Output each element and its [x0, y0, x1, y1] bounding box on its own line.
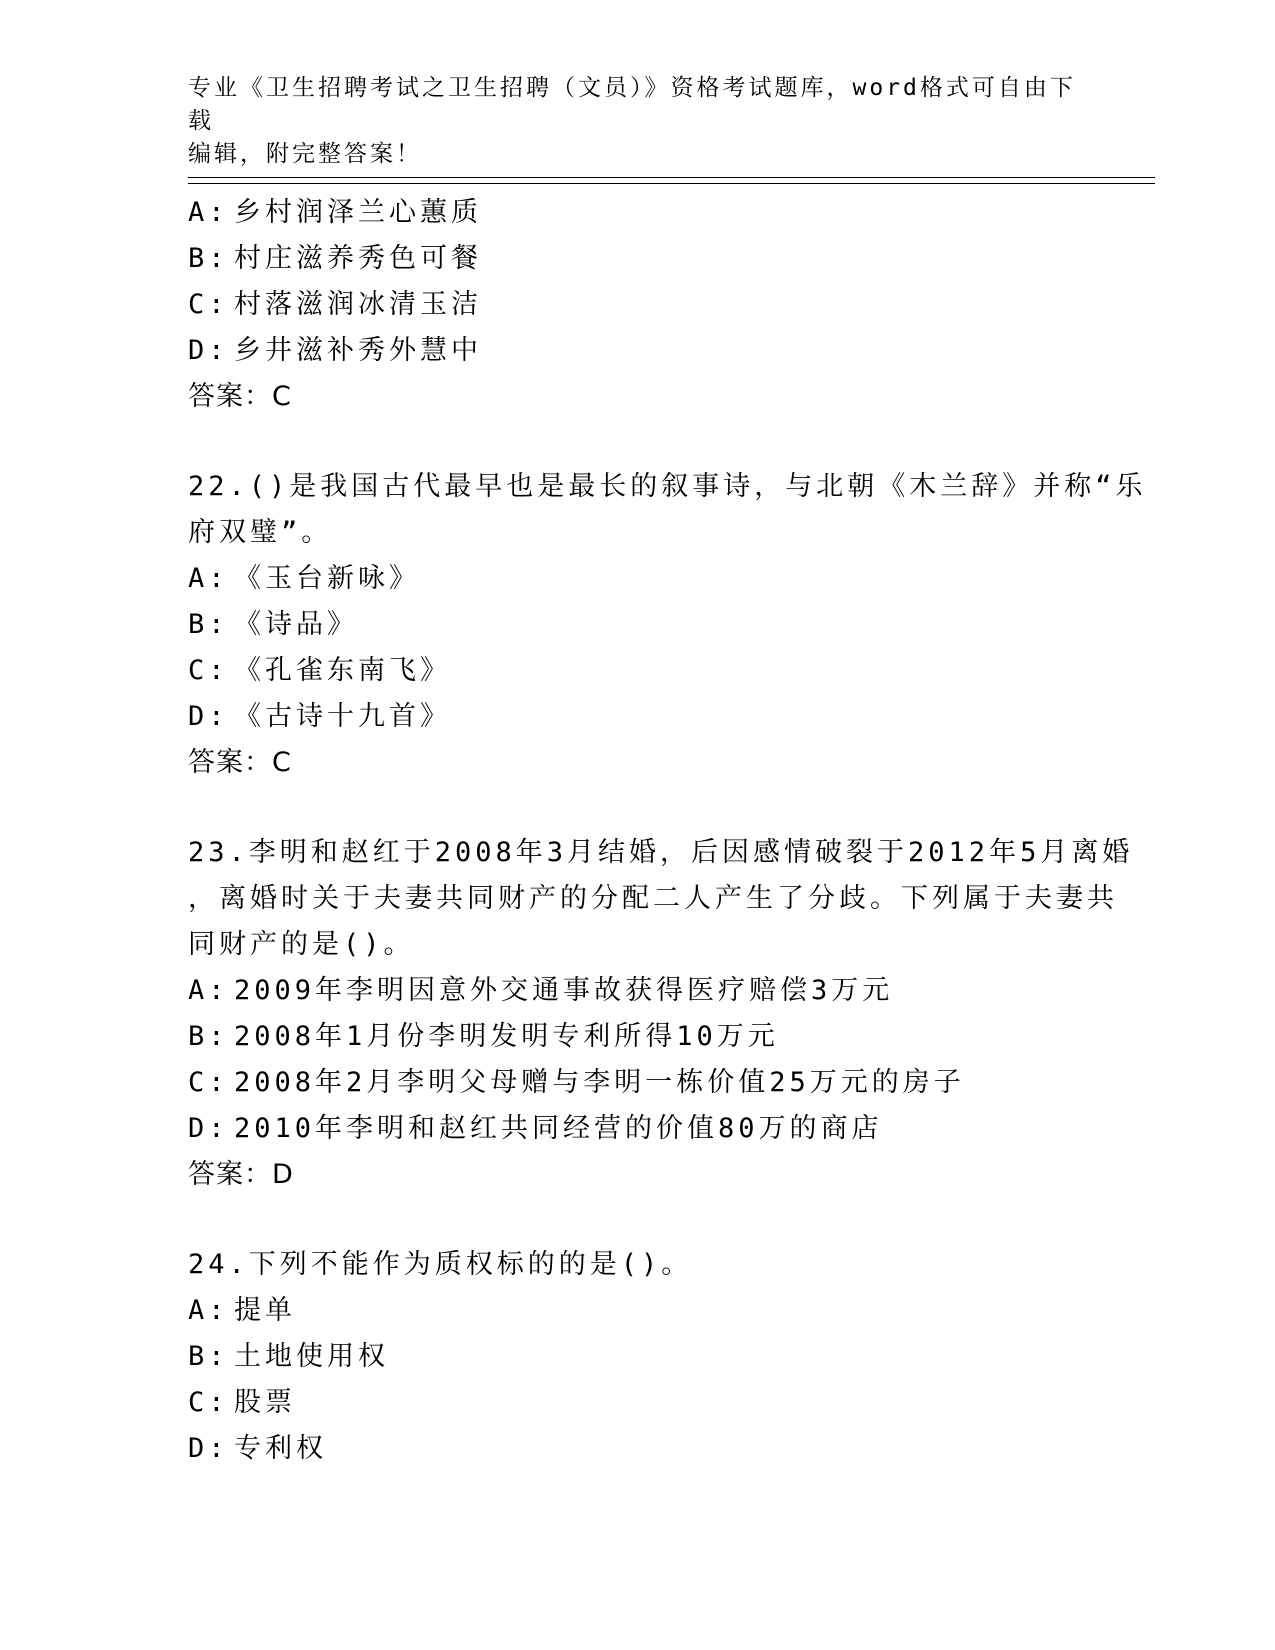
answer: 答案：C: [188, 381, 292, 412]
spacer: [188, 1198, 1088, 1242]
option-a: A: 提单: [188, 1295, 296, 1326]
answer: 答案：C: [188, 747, 292, 778]
header-line-2: 编辑，附完整答案！: [188, 141, 422, 167]
header-divider-bottom: [188, 183, 1155, 184]
option-c: C: 2008年2月李明父母赠与李明一栋价值25万元的房子: [188, 1067, 965, 1098]
option-a: A: 《玉台新咏》: [188, 563, 420, 594]
spacer: [188, 420, 1088, 464]
option-b: B: 《诗品》: [188, 609, 358, 640]
question-23: [188, 830, 1134, 1198]
question-22: [188, 464, 1147, 786]
option-d: D: 乡井滋补秀外慧中: [188, 335, 482, 366]
question-21-continued: [188, 190, 1088, 420]
question-text: 24.下列不能作为质权标的的是()。: [188, 1249, 693, 1280]
document-header: [188, 72, 1088, 171]
question-list: [188, 190, 1147, 1472]
option-d: D: 《古诗十九首》: [188, 701, 451, 732]
answer: 答案：D: [188, 1159, 294, 1190]
option-a: A: 乡村润泽兰心蕙质: [188, 197, 482, 228]
option-d: D: 2010年李明和赵红共同经营的价值80万的商店: [188, 1113, 883, 1144]
option-c: C: 《孔雀东南飞》: [188, 655, 451, 686]
option-d: D: 专利权: [188, 1433, 327, 1464]
spacer: [188, 786, 1088, 830]
option-b: B: 村庄滋养秀色可餐: [188, 243, 482, 274]
option-b: B: 2008年1月份李明发明专利所得10万元: [188, 1021, 779, 1052]
option-c: C: 村落滋润冰清玉洁: [188, 289, 482, 320]
question-text: 23.李明和赵红于2008年3月结婚，后因感情破裂于2012年5月离婚 ，离婚时关于夫妻共同财产的分配二人产生了分歧。下列属于夫妻共 同财产的是()。: [188, 837, 1134, 960]
question-text: 22.()是我国古代最早也是最长的叙事诗，与北朝《木兰辞》并称“乐 府双璧”。: [188, 471, 1147, 548]
header-divider-top: [188, 177, 1155, 178]
header-line-1: 专业《卫生招聘考试之卫生招聘（文员）》资格考试题库，word格式可自由下载: [188, 75, 1076, 134]
option-a: A: 2009年李明因意外交通事故获得医疗赔偿3万元: [188, 975, 894, 1006]
option-c: C: 股票: [188, 1387, 296, 1418]
option-b: B: 土地使用权: [188, 1341, 389, 1372]
question-24: [188, 1242, 1088, 1472]
